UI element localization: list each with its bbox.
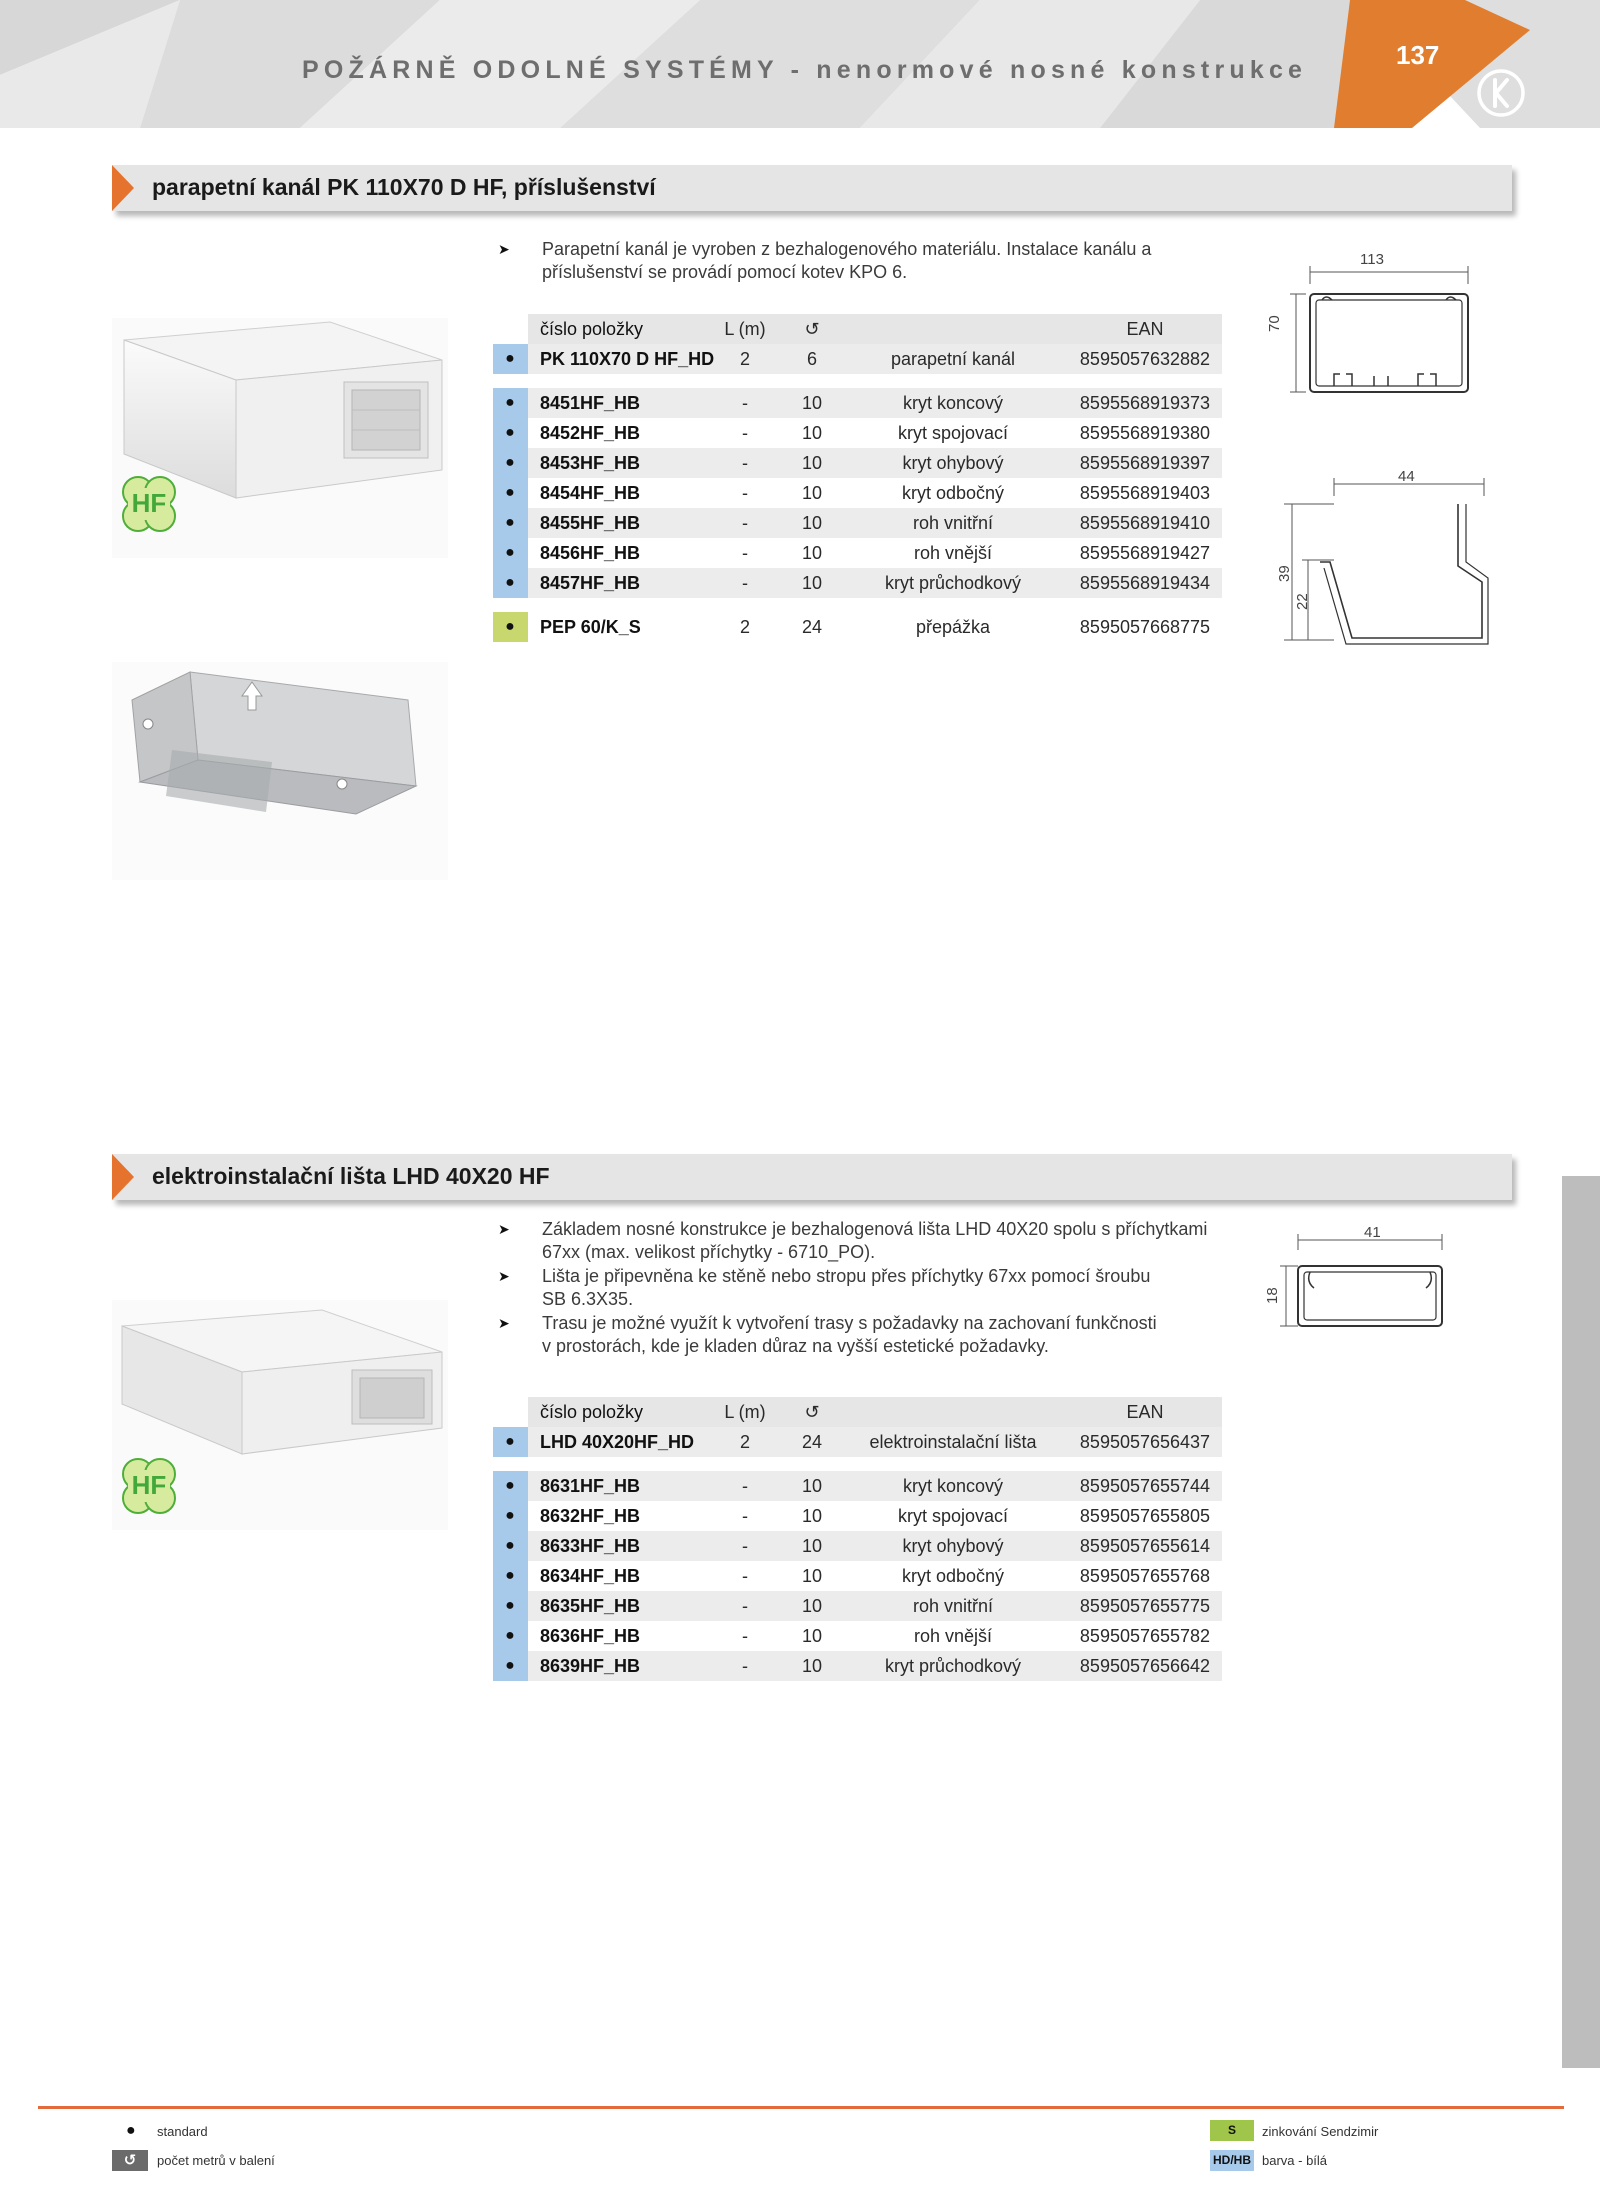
item-length: - bbox=[742, 542, 748, 563]
header-title: POŽÁRNĚ ODOLNÉ SYSTÉMY - nenormové nosné konstrukce bbox=[302, 56, 1308, 84]
item-qty: 10 bbox=[801, 542, 823, 563]
col-header-length: L (m) bbox=[704, 1397, 786, 1427]
item-code: 8634HF_HB bbox=[540, 1565, 641, 1586]
bullet-line: Lišta je připevněna ke stěně nebo stropu přes příchytky 67xx pomocí šroubu bbox=[542, 1266, 1151, 1286]
dimension-height-label: 22 bbox=[1294, 593, 1311, 610]
item-qty: 6 bbox=[786, 344, 838, 374]
item-length: 2 bbox=[704, 1427, 786, 1457]
item-length: - bbox=[704, 388, 786, 418]
section-title: parapetní kanál PK 110X70 D HF, příslušenství bbox=[152, 174, 656, 200]
standard-marker-icon: ● bbox=[493, 388, 528, 418]
standard-marker-icon: ● bbox=[493, 568, 528, 598]
legend-color-text: barva - bílá bbox=[1262, 2153, 1328, 2168]
col-header-package-icon: ↺ bbox=[786, 1397, 838, 1427]
item-length: - bbox=[704, 1591, 786, 1621]
arrow-bullet-icon: ➤ bbox=[498, 1315, 510, 1331]
legend-meters-text: počet metrů v balení bbox=[157, 2153, 275, 2168]
legend-meters-icon: ↺ bbox=[112, 2150, 148, 2171]
item-length: - bbox=[704, 1531, 786, 1561]
legend-sendzimir-text: zinkování Sendzimir bbox=[1262, 2124, 1379, 2139]
section-title: elektroinstalační lišta LHD 40X20 HF bbox=[152, 1163, 550, 1189]
item-code: PEP 60/K_S bbox=[540, 616, 641, 637]
table-row bbox=[492, 538, 1222, 568]
item-ean: 8595568919427 bbox=[1079, 542, 1211, 563]
standard-marker-icon: ● bbox=[493, 1531, 528, 1561]
dimension-width-label: 44 bbox=[1398, 468, 1415, 485]
item-code: 8639HF_HB bbox=[528, 1651, 704, 1681]
table-row bbox=[492, 1501, 1222, 1531]
table-row bbox=[492, 344, 1222, 374]
standard-marker-icon: ● bbox=[493, 1501, 528, 1531]
item-ean: 8595057668775 bbox=[1079, 616, 1211, 637]
standard-marker-icon: ● bbox=[493, 508, 528, 538]
item-ean: 8595568919434 bbox=[1068, 568, 1222, 598]
page-number: 137 bbox=[1396, 40, 1440, 70]
item-code: 8452HF_HB bbox=[540, 422, 641, 443]
standard-marker-icon: ● bbox=[493, 1591, 528, 1621]
col-header-ean: EAN bbox=[1068, 314, 1222, 344]
item-description: kryt odbočný bbox=[901, 1565, 1005, 1586]
legend-standard-icon: ● bbox=[126, 2122, 136, 2139]
item-description: kryt ohybový bbox=[838, 1531, 1068, 1561]
table-row bbox=[492, 1651, 1222, 1681]
item-description: kryt průchodkový bbox=[838, 1651, 1068, 1681]
item-ean: 8595057632882 bbox=[1068, 344, 1222, 374]
product-table-parapet bbox=[492, 314, 1222, 642]
item-qty: 10 bbox=[801, 1505, 823, 1526]
standard-marker-icon: ● bbox=[493, 1427, 528, 1457]
item-description: kryt ohybový bbox=[838, 448, 1068, 478]
standard-marker-icon: ● bbox=[493, 418, 528, 448]
bullet-line: příslušenství se provádí pomocí kotev KPO 6. bbox=[542, 262, 908, 282]
item-ean: 8595057655614 bbox=[1068, 1531, 1222, 1561]
bullet-line: SB 6.3X35. bbox=[542, 1289, 634, 1309]
table-row bbox=[492, 1427, 1222, 1457]
legend-standard-text: standard bbox=[157, 2124, 208, 2139]
item-ean: 8595057655782 bbox=[1079, 1625, 1211, 1646]
col-header-item-number: číslo položky bbox=[528, 314, 704, 344]
item-code: PK 110X70 D HF_HD bbox=[528, 344, 704, 374]
item-code: 8453HF_HB bbox=[528, 448, 704, 478]
item-ean: 8595057655775 bbox=[1068, 1591, 1222, 1621]
item-ean: 8595057655744 bbox=[1068, 1471, 1222, 1501]
item-length: 2 bbox=[704, 344, 786, 374]
item-code: 8454HF_HB bbox=[540, 482, 641, 503]
item-ean: 8595057656642 bbox=[1068, 1651, 1222, 1681]
item-description: kryt spojovací bbox=[897, 1505, 1009, 1526]
bullet-line: Parapetní kanál je vyroben z bezhalogenového materiálu. Instalace kanálu a bbox=[542, 239, 1152, 259]
bullet-item bbox=[498, 238, 1238, 284]
item-ean: 8595057655805 bbox=[1079, 1505, 1211, 1526]
item-ean: 8595568919380 bbox=[1079, 422, 1211, 443]
section-header-parapet-channel bbox=[112, 165, 1512, 211]
item-qty: 10 bbox=[801, 422, 823, 443]
item-description: elektroinstalační lišta bbox=[838, 1427, 1068, 1457]
table-row bbox=[492, 568, 1222, 598]
item-code: 8451HF_HB bbox=[528, 388, 704, 418]
table-row bbox=[492, 478, 1222, 508]
table-row bbox=[492, 1561, 1222, 1591]
item-length: - bbox=[704, 1651, 786, 1681]
item-code: 8632HF_HB bbox=[540, 1505, 641, 1526]
item-description: roh vnitřní bbox=[838, 1591, 1068, 1621]
hf-badge-label: HF bbox=[131, 1470, 167, 1500]
standard-marker-icon: ● bbox=[493, 478, 528, 508]
footer-divider bbox=[38, 2106, 1564, 2109]
bullet-line: Trasu je možné využít k vytvoření trasy s požadavky na zachovaní funkčnosti bbox=[542, 1313, 1157, 1333]
col-header-length: L (m) bbox=[704, 314, 786, 344]
partition-profile-drawing bbox=[1262, 466, 1492, 652]
dimension-height-label: 18 bbox=[1264, 1287, 1281, 1304]
arrow-bullet-icon: ➤ bbox=[498, 1221, 510, 1237]
item-code: 8636HF_HB bbox=[540, 1625, 641, 1646]
product-table-trunking bbox=[492, 1397, 1222, 1681]
table-row bbox=[492, 1471, 1222, 1501]
item-code: 8631HF_HB bbox=[528, 1471, 704, 1501]
item-ean: 8595568919373 bbox=[1068, 388, 1222, 418]
trunking-cross-section-drawing bbox=[1262, 1226, 1452, 1336]
item-length: - bbox=[742, 482, 748, 503]
bullet-line: 67xx (max. velikost příchytky - 6710_PO). bbox=[542, 1242, 876, 1262]
item-description: kryt průchodkový bbox=[838, 568, 1068, 598]
table-row bbox=[492, 1621, 1222, 1651]
item-qty: 10 bbox=[786, 448, 838, 478]
item-ean: 8595057656437 bbox=[1068, 1427, 1222, 1457]
item-length: - bbox=[704, 1471, 786, 1501]
item-description: kryt koncový bbox=[838, 1471, 1068, 1501]
standard-marker-icon: ● bbox=[493, 1471, 528, 1501]
item-qty: 24 bbox=[786, 1427, 838, 1457]
item-qty: 10 bbox=[801, 1565, 823, 1586]
dimension-width-label: 113 bbox=[1360, 251, 1384, 268]
item-description: roh vnější bbox=[913, 1625, 993, 1646]
dimension-height-label: 70 bbox=[1266, 315, 1283, 332]
section-marker-icon bbox=[112, 1154, 134, 1200]
col-header-item-number: číslo položky bbox=[528, 1397, 704, 1427]
item-code: 8633HF_HB bbox=[528, 1531, 704, 1561]
item-qty: 10 bbox=[786, 1531, 838, 1561]
arrow-bullet-icon: ➤ bbox=[498, 1268, 510, 1284]
table-row bbox=[492, 612, 1222, 642]
arrow-bullet-icon: ➤ bbox=[498, 241, 510, 257]
table-row bbox=[492, 448, 1222, 478]
item-length: - bbox=[742, 1565, 748, 1586]
table-header-row bbox=[492, 314, 1222, 344]
item-qty: 10 bbox=[786, 1471, 838, 1501]
channel-cross-section-drawing bbox=[1262, 248, 1482, 398]
bullet-item bbox=[498, 1265, 1238, 1311]
item-qty: 24 bbox=[801, 616, 823, 637]
item-ean: 8595568919410 bbox=[1068, 508, 1222, 538]
item-code: 8456HF_HB bbox=[540, 542, 641, 563]
dimension-width-label: 41 bbox=[1364, 1224, 1381, 1241]
standard-marker-icon: ● bbox=[493, 344, 528, 374]
item-ean: 8595568919397 bbox=[1068, 448, 1222, 478]
bullet-line: v prostorách, kde je kladen důraz na vyšší estetické požadavky. bbox=[542, 1336, 1049, 1356]
item-qty: 10 bbox=[786, 568, 838, 598]
standard-marker-icon: ● bbox=[493, 448, 528, 478]
standard-marker-icon: ● bbox=[493, 612, 528, 642]
standard-marker-icon: ● bbox=[493, 1561, 528, 1591]
legend-sendzimir-badge: S bbox=[1210, 2120, 1254, 2141]
legend-color-badge: HD/HB bbox=[1210, 2150, 1254, 2171]
item-code: 8457HF_HB bbox=[528, 568, 704, 598]
item-qty: 10 bbox=[801, 482, 823, 503]
item-code: LHD 40X20HF_HD bbox=[528, 1427, 704, 1457]
bullet-item bbox=[498, 1312, 1238, 1358]
item-qty: 10 bbox=[786, 508, 838, 538]
partition-image bbox=[112, 662, 448, 880]
brand-logo-icon bbox=[1476, 68, 1526, 118]
item-description: kryt odbočný bbox=[901, 482, 1005, 503]
standard-marker-icon: ● bbox=[493, 538, 528, 568]
standard-marker-icon: ● bbox=[493, 1621, 528, 1651]
item-qty: 10 bbox=[786, 1591, 838, 1621]
item-qty: 10 bbox=[801, 1625, 823, 1646]
item-length: - bbox=[742, 422, 748, 443]
col-header-description bbox=[838, 1397, 1068, 1427]
item-length: - bbox=[704, 508, 786, 538]
col-header-package-icon: ↺ bbox=[786, 314, 838, 344]
table-row bbox=[492, 388, 1222, 418]
item-description: kryt spojovací bbox=[897, 422, 1009, 443]
bullet-item bbox=[498, 1218, 1238, 1264]
item-ean: 8595568919403 bbox=[1079, 482, 1211, 503]
item-ean: 8595057655768 bbox=[1079, 1565, 1211, 1586]
table-header-row bbox=[492, 1397, 1222, 1427]
item-length: - bbox=[742, 1625, 748, 1646]
item-length: - bbox=[704, 448, 786, 478]
item-description: roh vnitřní bbox=[838, 508, 1068, 538]
item-length: 2 bbox=[739, 616, 750, 637]
item-qty: 10 bbox=[786, 1651, 838, 1681]
dimension-height-label: 39 bbox=[1276, 565, 1293, 582]
section-marker-icon bbox=[112, 165, 134, 211]
table-row bbox=[492, 1531, 1222, 1561]
item-description: parapetní kanál bbox=[838, 344, 1068, 374]
col-header-description bbox=[838, 314, 1068, 344]
table-row bbox=[492, 508, 1222, 538]
hf-badge-label: HF bbox=[131, 488, 167, 518]
item-qty: 10 bbox=[786, 388, 838, 418]
item-code: 8635HF_HB bbox=[528, 1591, 704, 1621]
item-description: přepážka bbox=[915, 616, 991, 637]
side-chapter-tab bbox=[1562, 1176, 1600, 2068]
table-row bbox=[492, 1591, 1222, 1621]
item-length: - bbox=[704, 568, 786, 598]
section-header-trunking bbox=[112, 1154, 1512, 1200]
standard-marker-icon: ● bbox=[493, 1651, 528, 1681]
bullet-line: Základem nosné konstrukce je bezhalogenová lišta LHD 40X20 spolu s příchytkami bbox=[542, 1219, 1208, 1239]
table-row bbox=[492, 418, 1222, 448]
item-description: roh vnější bbox=[913, 542, 993, 563]
item-description: kryt koncový bbox=[838, 388, 1068, 418]
item-length: - bbox=[742, 1505, 748, 1526]
item-code: 8455HF_HB bbox=[528, 508, 704, 538]
col-header-ean: EAN bbox=[1068, 1397, 1222, 1427]
